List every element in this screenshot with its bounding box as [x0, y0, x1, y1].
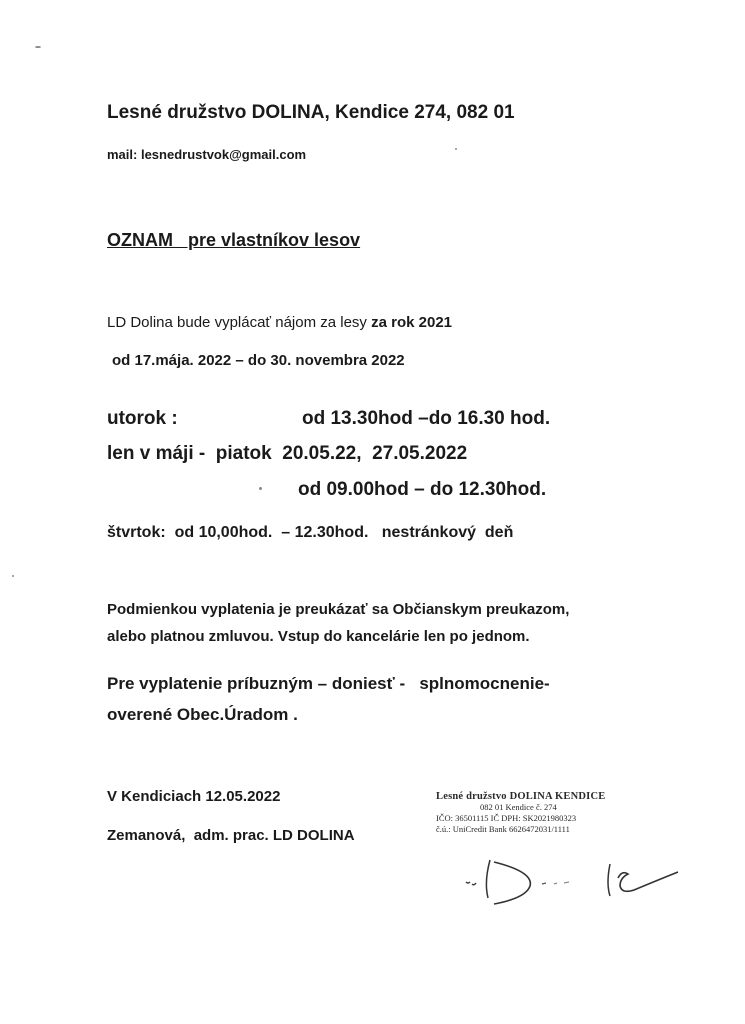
paper-speck	[35, 46, 41, 48]
organization-stamp	[436, 791, 605, 835]
stamp-title: Lesné družstvo DOLINA KENDICE	[436, 791, 606, 802]
relatives-line-2: overené Obec.Úradom .	[107, 705, 298, 724]
stamp-ids: IČO: 36501115 IČ DPH: SK2021980323	[436, 813, 577, 823]
organization-heading: Lesné družstvo DOLINA, Kendice 274, 082 01	[107, 102, 515, 123]
relatives-line-1: Pre vyplatenie príbuzným – doniesť - splnomocnenie-	[107, 674, 550, 693]
stamp-account: č.ú.: UniCredit Bank 6626472031/1111	[436, 824, 570, 834]
paper-speck	[12, 575, 14, 577]
thursday-schedule: štvrtok: od 10,00hod. – 12.30hod. nestránkový deň	[107, 524, 514, 541]
payment-intro-text: LD Dolina bude vyplácať nájom za lesy	[107, 314, 372, 331]
payment-period: od 17.mája. 2022 – do 30. novembra 2022	[112, 352, 405, 369]
paper-speck	[455, 148, 457, 150]
tuesday-hours: od 13.30hod –do 16.30 hod.	[302, 408, 551, 429]
tuesday-label: utorok :	[107, 408, 178, 429]
payment-year: za rok 2021	[371, 314, 452, 331]
stamp-address: 082 01 Kendice č. 274	[480, 802, 557, 812]
conditions-line-2: alebo platnou zmluvou. Vstup do kancelárie len po jednom.	[107, 628, 530, 645]
notice-title: OZNAM pre vlastníkov lesov	[107, 230, 361, 250]
may-friday-dates: len v máji - piatok 20.05.22, 27.05.2022	[107, 443, 468, 464]
conditions-line-1: Podmienkou vyplatenia je preukázať sa Občianskym preukazom,	[107, 601, 570, 618]
signer-name: Zemanová, adm. prac. LD DOLINA	[107, 827, 355, 844]
place-and-date: V Kendiciach 12.05.2022	[107, 788, 281, 805]
may-friday-hours: od 09.00hod – do 12.30hod.	[298, 479, 547, 500]
signature-icon	[460, 848, 690, 918]
paper-speck	[259, 487, 262, 490]
payment-intro	[107, 314, 452, 331]
organization-email: mail: lesnedrustvok@gmail.com	[107, 147, 307, 162]
